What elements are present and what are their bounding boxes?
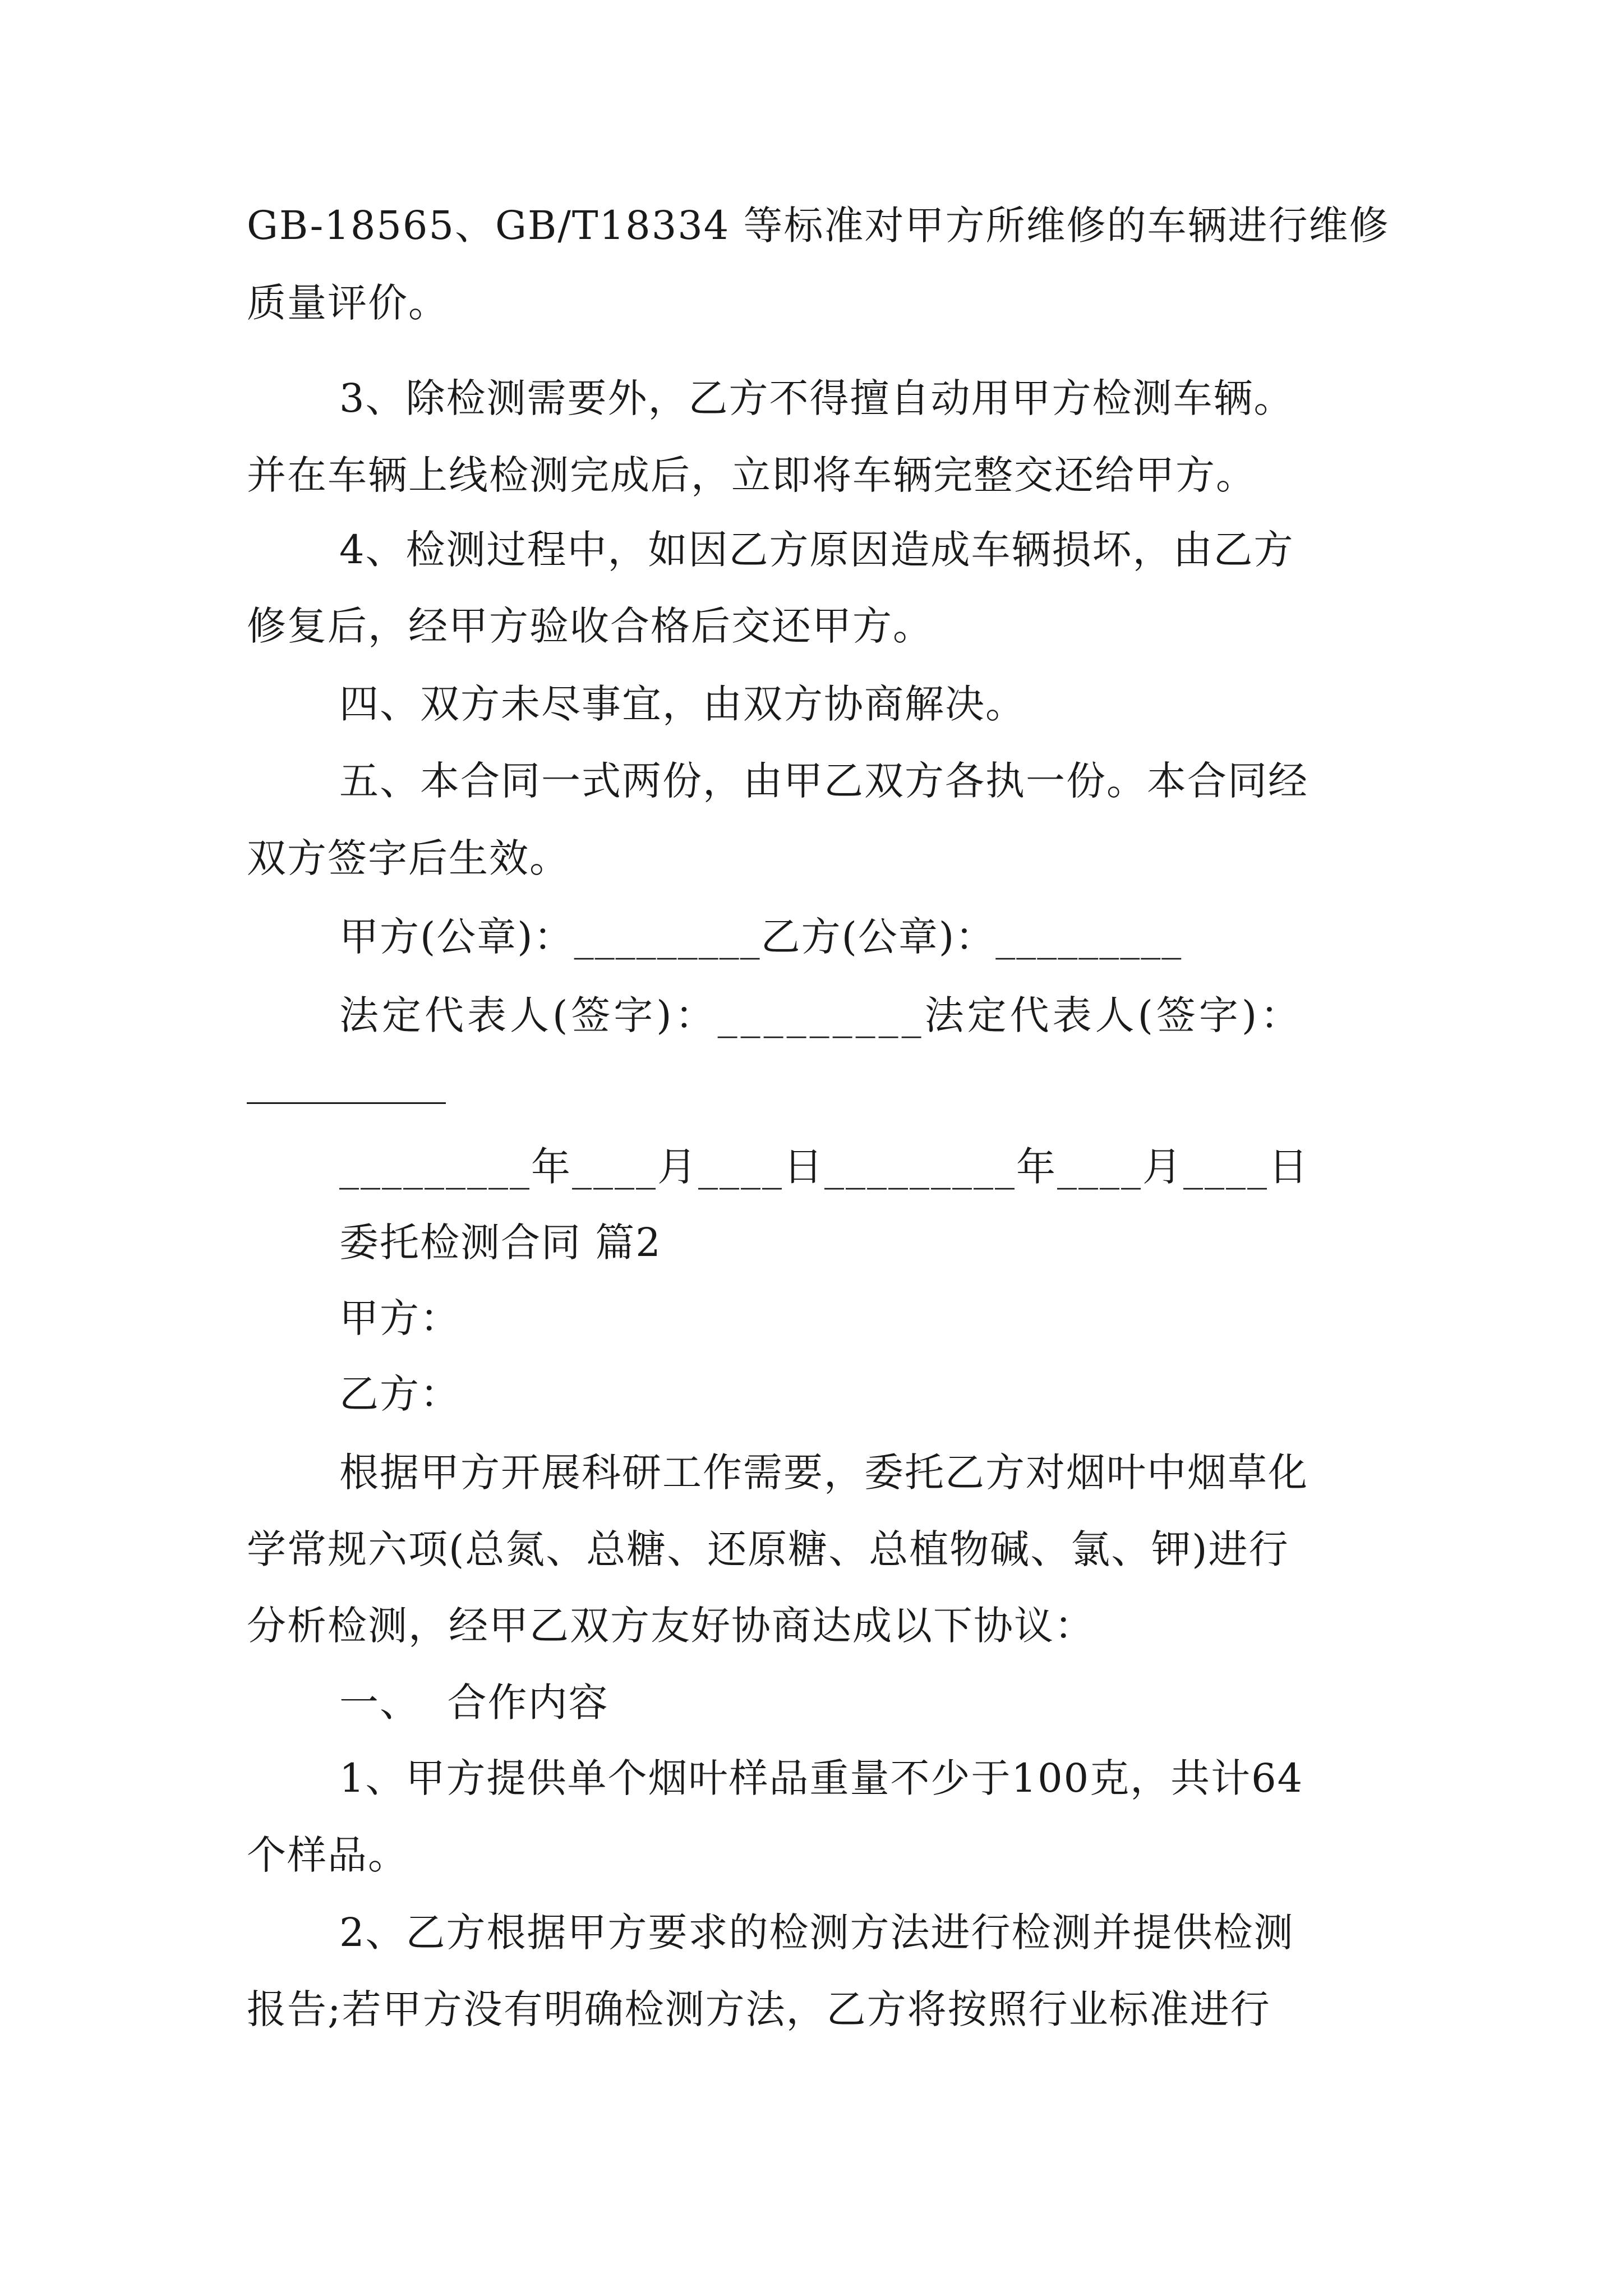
- legal-representative-line: 法定代表人(签字)：_________法定代表人(签字)：: [339, 992, 1303, 1038]
- clause-1-line: 1、甲方提供单个烟叶样品重量不少于100克，共计64: [339, 1755, 1304, 1801]
- paragraph-line: 个样品。: [247, 1832, 408, 1878]
- contract-title: 委托检测合同 篇2: [339, 1220, 662, 1266]
- paragraph-line: 修复后，经甲方验收合格后交还甲方。: [247, 603, 933, 649]
- seal-signature-line: 甲方(公章)：_________乙方(公章)：_________: [339, 914, 1183, 960]
- section-heading: 一、 合作内容: [339, 1680, 609, 1726]
- clause-3-line: 3、除检测需要外，乙方不得擅自动用甲方检测车辆。: [339, 375, 1294, 421]
- section-five-line: 五、本合同一式两份，由甲乙双方各执一份。本合同经: [339, 758, 1308, 804]
- paragraph-line: 分析检测，经甲乙双方友好协商达成以下协议：: [247, 1603, 1095, 1649]
- paragraph-line: GB-18565、GB/T18334 等标准对甲方所维修的车辆进行维修: [247, 203, 1390, 249]
- clause-2-line: 2、乙方根据甲方要求的检测方法进行检测并提供检测: [339, 1910, 1294, 1955]
- paragraph-line: 学常规六项(总氮、总糖、还原糖、总植物碱、氯、钾)进行: [247, 1526, 1289, 1572]
- party-b-label: 乙方：: [339, 1371, 460, 1417]
- paragraph-line: 根据甲方开展科研工作需要，委托乙方对烟叶中烟草化: [339, 1450, 1308, 1496]
- paragraph-line: 报告;若甲方没有明确检测方法，乙方将按照行业标准进行: [247, 1986, 1271, 2032]
- clause-4-line: 4、检测过程中，如因乙方原因造成车辆损坏，由乙方: [339, 527, 1294, 573]
- party-a-label: 甲方：: [339, 1295, 460, 1341]
- signature-blank-rule: [247, 1102, 446, 1104]
- paragraph-line: 双方签字后生效。: [247, 835, 570, 881]
- section-four-line: 四、双方未尽事宜，由双方协商解决。: [339, 681, 1026, 727]
- paragraph-line: 质量评价。: [247, 280, 449, 326]
- paragraph-line: 并在车辆上线检测完成后，立即将车辆完整交还给甲方。: [247, 452, 1256, 498]
- date-line: _________年____月____日_________年____月____日: [339, 1144, 1310, 1190]
